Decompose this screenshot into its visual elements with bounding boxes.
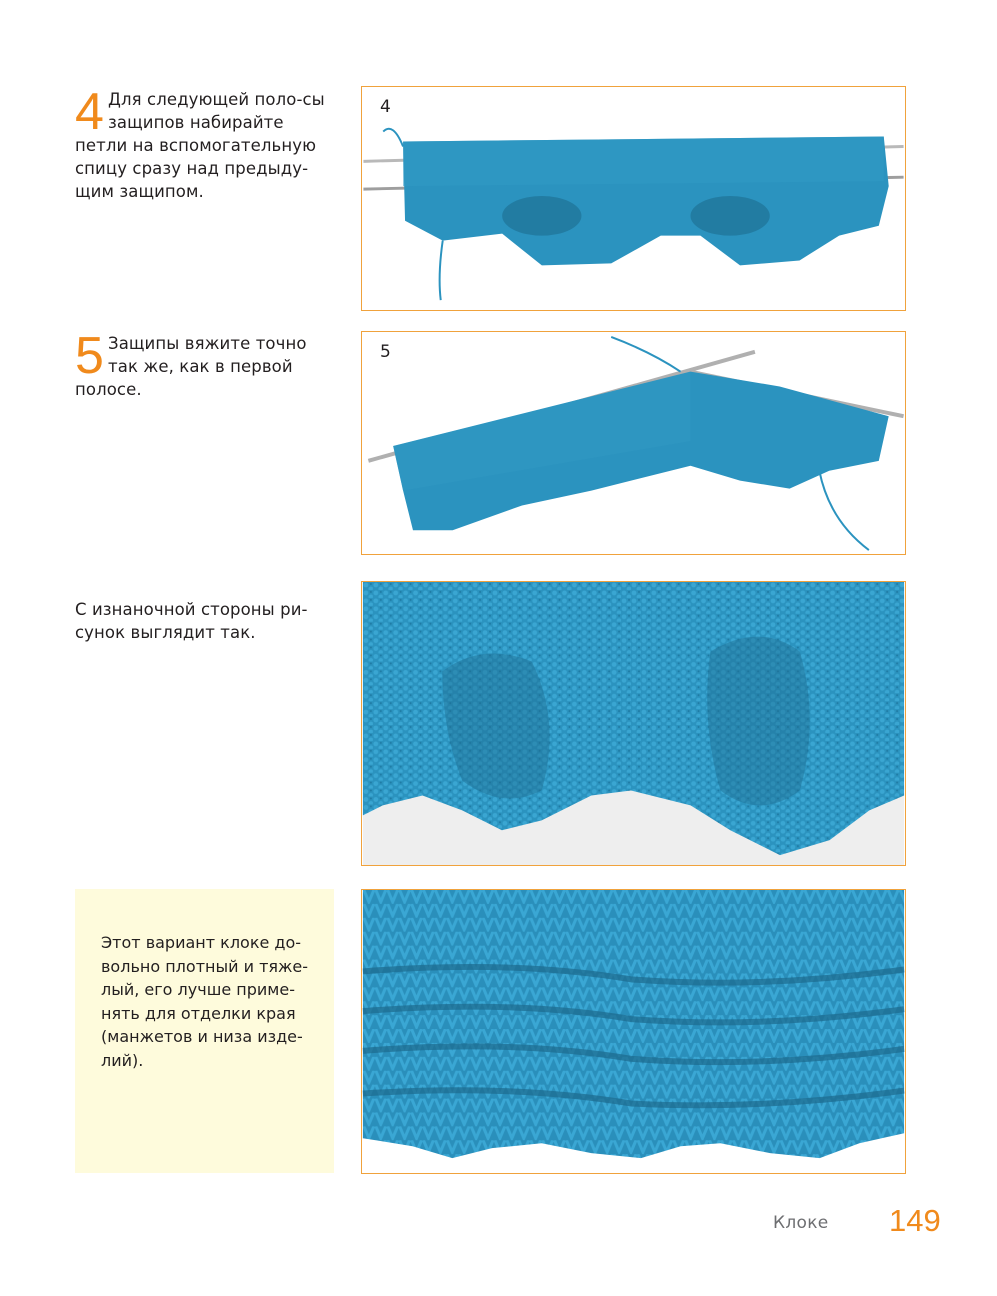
- step-text: Защипы вяжите точно так же, как в первой полосе.: [75, 334, 307, 399]
- knitting-photo: [362, 87, 905, 310]
- step-number: 5: [75, 327, 105, 385]
- reverse-side-caption: С изнаночной стороны ри-сунок выглядит так.: [75, 600, 308, 642]
- step-5: [75, 327, 337, 401]
- photo-label: 4: [380, 97, 391, 117]
- knitting-photo: [362, 332, 905, 554]
- step-4: [75, 83, 337, 203]
- footer-section-title: Клоке: [773, 1213, 829, 1233]
- page-number: 149: [889, 1203, 941, 1238]
- step-number: 4: [75, 83, 105, 141]
- knitting-photo: [362, 582, 905, 865]
- photo-reverse-side: [361, 581, 906, 866]
- photo-step-4: [361, 86, 906, 311]
- photo-step-5: [361, 331, 906, 555]
- note-box: [75, 889, 334, 1173]
- note-text: Этот вариант клоке до-вольно плотный и тяже-лый, его лучше приме-нять для отделки края (манжетов и низа изде-лий).: [101, 933, 309, 1070]
- step-text: Для следующей поло-сы защипов набирайте петли на вспомогательную спицу сразу над предыду-щим защипом.: [75, 90, 325, 201]
- photo-front-side: [361, 889, 906, 1174]
- knitting-photo: [362, 890, 905, 1173]
- photo-label: 5: [380, 342, 391, 362]
